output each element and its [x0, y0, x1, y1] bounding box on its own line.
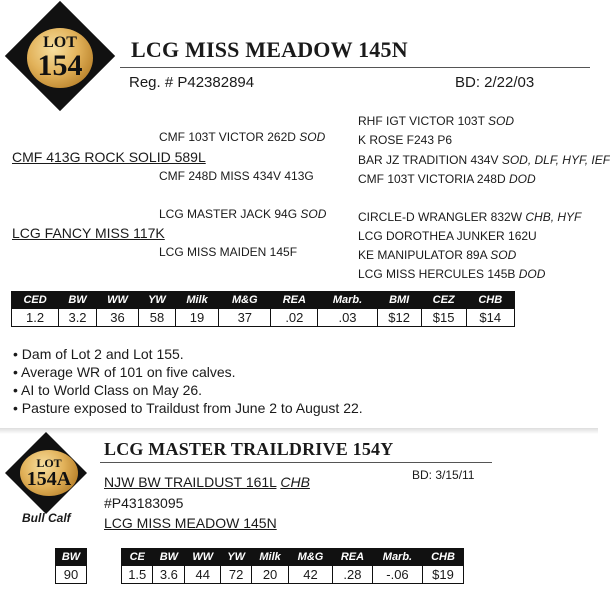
epd-value: 42 — [289, 566, 333, 584]
epd-header: Milk — [252, 549, 289, 566]
epd-header: CHB — [422, 549, 463, 566]
pedigree-right-3: BAR JZ TRADITION 434V SOD, DLF, HYF, IEF — [358, 153, 610, 167]
epd-value: .03 — [318, 309, 377, 327]
pedigree-right-6: LCG DOROTHEA JUNKER 162U — [358, 229, 537, 243]
pedigree-right-2: K ROSE F243 P6 — [358, 133, 453, 147]
notes-list — [13, 345, 363, 417]
calf-sire: NJW BW TRAILDUST 161L CHB — [104, 474, 310, 490]
epd-header: BW — [153, 549, 185, 566]
epd-value-row — [12, 309, 515, 327]
epd-header: REA — [332, 549, 372, 566]
epd-value: 1.2 — [12, 309, 59, 327]
sire: CMF 413G ROCK SOLID 589L — [12, 149, 206, 165]
calf-dam: LCG MISS MEADOW 145N — [104, 515, 277, 531]
epd-value: 37 — [219, 309, 271, 327]
dam-sire: LCG MASTER JACK 94G SOD — [159, 207, 327, 221]
pedigree-right-4: CMF 103T VICTORIA 248D DOD — [358, 172, 536, 186]
badge-medallion — [20, 450, 78, 496]
lot-label: LOT — [36, 456, 62, 470]
epd-value: 1.5 — [122, 566, 153, 584]
epd-header: YW — [139, 292, 175, 309]
title-rule — [120, 67, 590, 68]
bw-table — [55, 548, 87, 584]
epd-table — [11, 291, 515, 327]
pedigree-right-1: RHF IGT VICTOR 103T SOD — [358, 114, 515, 128]
note-item: • AI to World Class on May 26. — [13, 381, 363, 399]
epd-value-row — [122, 566, 464, 584]
epd-value: .02 — [271, 309, 318, 327]
pedigree-right-7: KE MANIPULATOR 89A SOD — [358, 248, 517, 262]
dam-dam: LCG MISS MAIDEN 145F — [159, 245, 298, 259]
epd-header: CE — [122, 549, 153, 566]
epd-header-row — [12, 292, 515, 309]
birth-date: BD: 3/15/11 — [412, 468, 475, 482]
pedigree-right-5: CIRCLE-D WRANGLER 832W CHB, HYF — [358, 210, 582, 224]
epd-value: 36 — [96, 309, 138, 327]
birth-date: BD: 2/22/03 — [455, 74, 535, 91]
lot-number: 154 — [37, 49, 83, 82]
epd-header: Milk — [175, 292, 219, 309]
epd-header: M&G — [289, 549, 333, 566]
epd-header-row — [122, 549, 464, 566]
epd-header: BMI — [377, 292, 421, 309]
badge-medallion — [27, 28, 93, 88]
sire-dam: CMF 248D MISS 434V 413G — [159, 169, 314, 183]
title-rule — [100, 462, 492, 463]
pedigree-right-8: LCG MISS HERCULES 145B DOD — [358, 267, 546, 281]
epd-value: .28 — [332, 566, 372, 584]
calf-registration: #P43183095 — [104, 495, 184, 511]
epd-value: 44 — [185, 566, 221, 584]
epd-header: CEZ — [421, 292, 466, 309]
section-divider — [0, 428, 598, 434]
epd-value: $14 — [466, 309, 514, 327]
epd-header: M&G — [219, 292, 271, 309]
epd-header: REA — [271, 292, 318, 309]
epd-value: $19 — [422, 566, 463, 584]
epd-value: 72 — [221, 566, 252, 584]
sire-sire: CMF 103T VICTOR 262D SOD — [159, 130, 326, 144]
lot-label: LOT — [43, 34, 77, 51]
bw-value: 90 — [56, 566, 87, 584]
bull-calf-label: Bull Calf — [22, 511, 71, 525]
note-item: • Pasture exposed to Traildust from June 2 to August 22. — [13, 399, 363, 417]
note-item: • Dam of Lot 2 and Lot 155. — [13, 345, 363, 363]
bw-header: BW — [56, 549, 87, 566]
epd-value: 19 — [175, 309, 219, 327]
registration-number: Reg. # P42382894 — [129, 74, 255, 91]
epd-header: Marb. — [318, 292, 377, 309]
epd-header: BW — [59, 292, 97, 309]
epd-header: YW — [221, 549, 252, 566]
epd-value: $15 — [421, 309, 466, 327]
animal-name: LCG MASTER TRAILDRIVE 154Y — [104, 439, 394, 459]
animal-name: LCG MISS MEADOW 145N — [131, 37, 408, 62]
epd-header: CED — [12, 292, 59, 309]
epd-header: WW — [185, 549, 221, 566]
epd-value: 58 — [139, 309, 175, 327]
epd-value: 3.6 — [153, 566, 185, 584]
bw-value-row — [56, 566, 87, 584]
epd-value: 3.2 — [59, 309, 97, 327]
epd-value: $12 — [377, 309, 421, 327]
epd-header: CHB — [466, 292, 514, 309]
epd-value: -.06 — [372, 566, 422, 584]
lot-number: 154A — [26, 468, 72, 490]
epd-header: Marb. — [372, 549, 422, 566]
bw-header-row — [56, 549, 87, 566]
note-item: • Average WR of 101 on five calves. — [13, 363, 363, 381]
calf-epd-table — [121, 548, 464, 584]
epd-value: 20 — [252, 566, 289, 584]
dam: LCG FANCY MISS 117K — [12, 225, 165, 241]
epd-header: WW — [96, 292, 138, 309]
